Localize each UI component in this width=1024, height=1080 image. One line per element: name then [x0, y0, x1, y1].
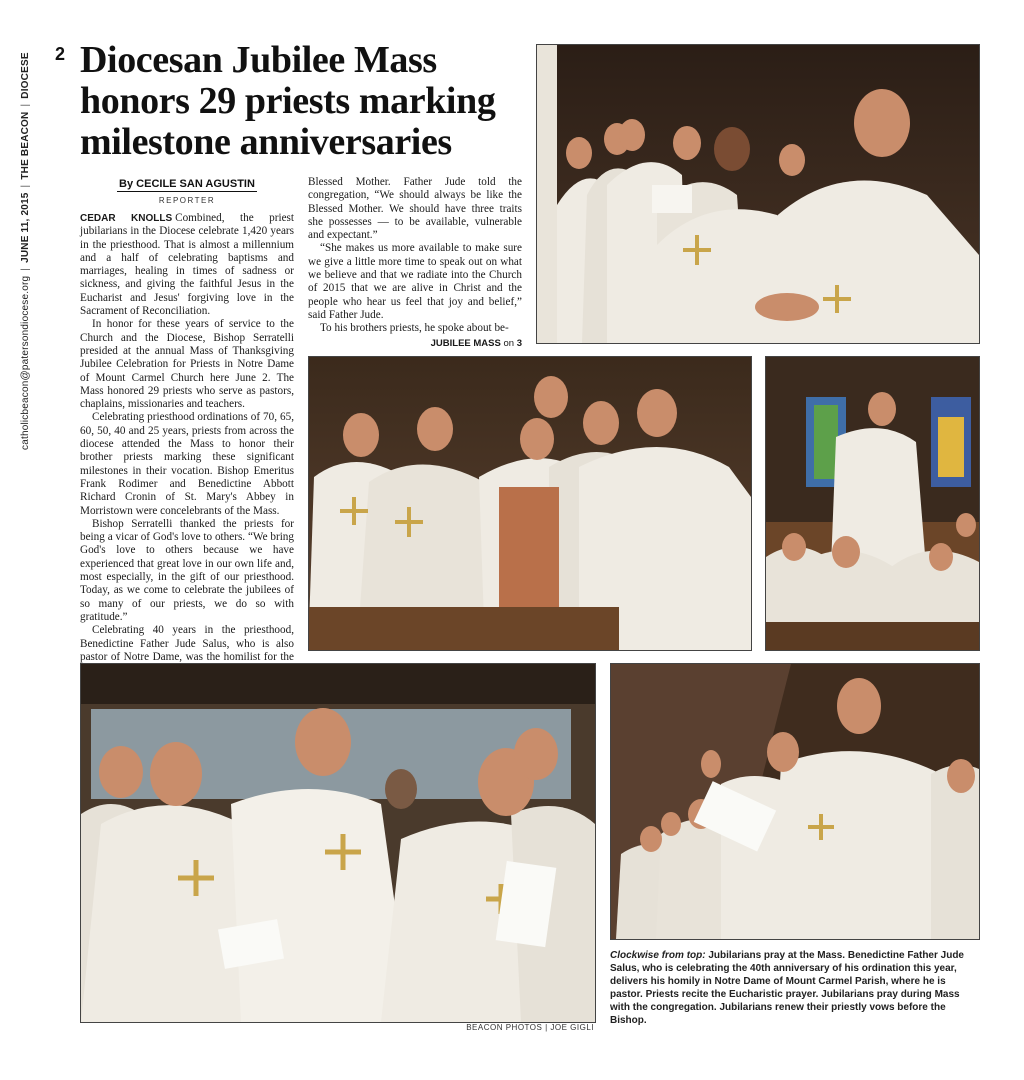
caption-lead: Clockwise from top: [610, 950, 706, 961]
publication-name: THE BEACON [20, 111, 31, 180]
side-strip [40, 44, 80, 464]
photo-credit: BEACON PHOTOS | JOE GIGLI [466, 1023, 594, 1032]
jump-on: on [503, 337, 515, 349]
paragraph: Celebrating priesthood ordinations of 70, 65, 60, 50, 40 and 25 years, priests from across the diocese attended the Mass to honor their brother priests marking these significant milestones in their vocation. Bishop Emeritus Frank Rodimer and Benedictine Abbott Richard Cronin of St. Mary's Abbey in Morristown were concelebrants of the Mass. [80, 411, 294, 517]
paragraph: Celebrating 40 years in the priesthood, Benedictine Father Jude Salus, who is also pastor of Notre Dame, was the homilist for the [80, 624, 294, 663]
headline: Diocesan Jubilee Mass honors 29 priests marking milestone anniversaries [80, 39, 496, 163]
photo-homily [765, 356, 980, 651]
page-number: 2 [54, 44, 65, 64]
paragraph: “She makes us more available to make sure we give a little more time to speak out on what we believe and that we radiate into the Church of 2015 that we are alive in Christ and the people who hear us feel that joy and belief,” said Father Jude. [308, 242, 522, 321]
jump-label: JUBILEE MASS [430, 337, 501, 349]
paragraph: In honor for these years of service to the Church and the Diocese, Bishop Serratelli presided at the annual Mass of Thanksgiving Jubilee Celebration for Priests in Notre Dame of Mount Carmel Church here June 2. The Mass honored 29 priests who serve as pastors, chaplains, missionaries and teachers. [80, 318, 294, 411]
photo-jubilarians-praying [536, 44, 980, 344]
paragraph: To his brothers priests, he spoke about be- [320, 322, 509, 335]
paragraph: Bishop Serratelli thanked the priests for being a vicar of God's love to others. “We bring God's love to others because we have experienced that great love in our own life and, most especially, in the gift of our priesthood. Today, as we come to celebrate the jubilees of so many of our priests, we do so with gratitude.” [80, 517, 294, 623]
website: catholicbeacon@patersondiocese.org [20, 275, 31, 450]
section-name: DIOCESE [20, 52, 31, 99]
side-folio: catholicbeacon@patersondiocese.org|JUNE 11, 2015|THE BEACON|DIOCESE [20, 52, 31, 450]
dateline: CEDAR KNOLLS [80, 213, 173, 224]
photo-caption [610, 949, 978, 1027]
issue-date: JUNE 11, 2015 [20, 192, 31, 263]
jump-line[interactable] [308, 337, 522, 350]
article-column-2 [308, 176, 522, 350]
photo-priests-hymn-sheets [80, 663, 596, 1023]
article-column-1 [80, 212, 294, 677]
byline [80, 174, 294, 205]
caption-text: Jubilarians pray at the Mass. Benedictine Father Jude Salus, who is celebrating the 40th anniversary of his ordination this year, delivers his homily in Notre Dame of Mount Carmel Parish, where he is pastor. Priests recite the Eucharistic prayer. Jubilarians pray during Mass with the congregation. Jubilarians renew their priestly vows before the Bishop. [610, 950, 964, 1026]
photo-priests-reciting [308, 356, 752, 651]
jump-page: 3 [516, 337, 522, 349]
paragraph: CEDAR KNOLLS Combined, the priest jubilarians in the Diocese celebrate 1,420 years in the priesthood. That is almost a millennium and a half of celebrating baptisms and marriages, healing in times of sadness or sickness, and giving the faithful Jesus in the Eucharist and Jesus' forgiving love in the Sacrament of Reconciliation. [80, 212, 294, 318]
photo-renewing-vows [610, 663, 980, 940]
byline-author: By CECILE SAN AGUSTIN [119, 178, 255, 190]
paragraph: Blessed Mother. Father Jude told the congregation, “We should always be like the Blessed Mother. We should have three traits she possesses — to be available, vulnerable and expectant.” [308, 176, 522, 242]
byline-role: REPORTER [158, 196, 216, 205]
